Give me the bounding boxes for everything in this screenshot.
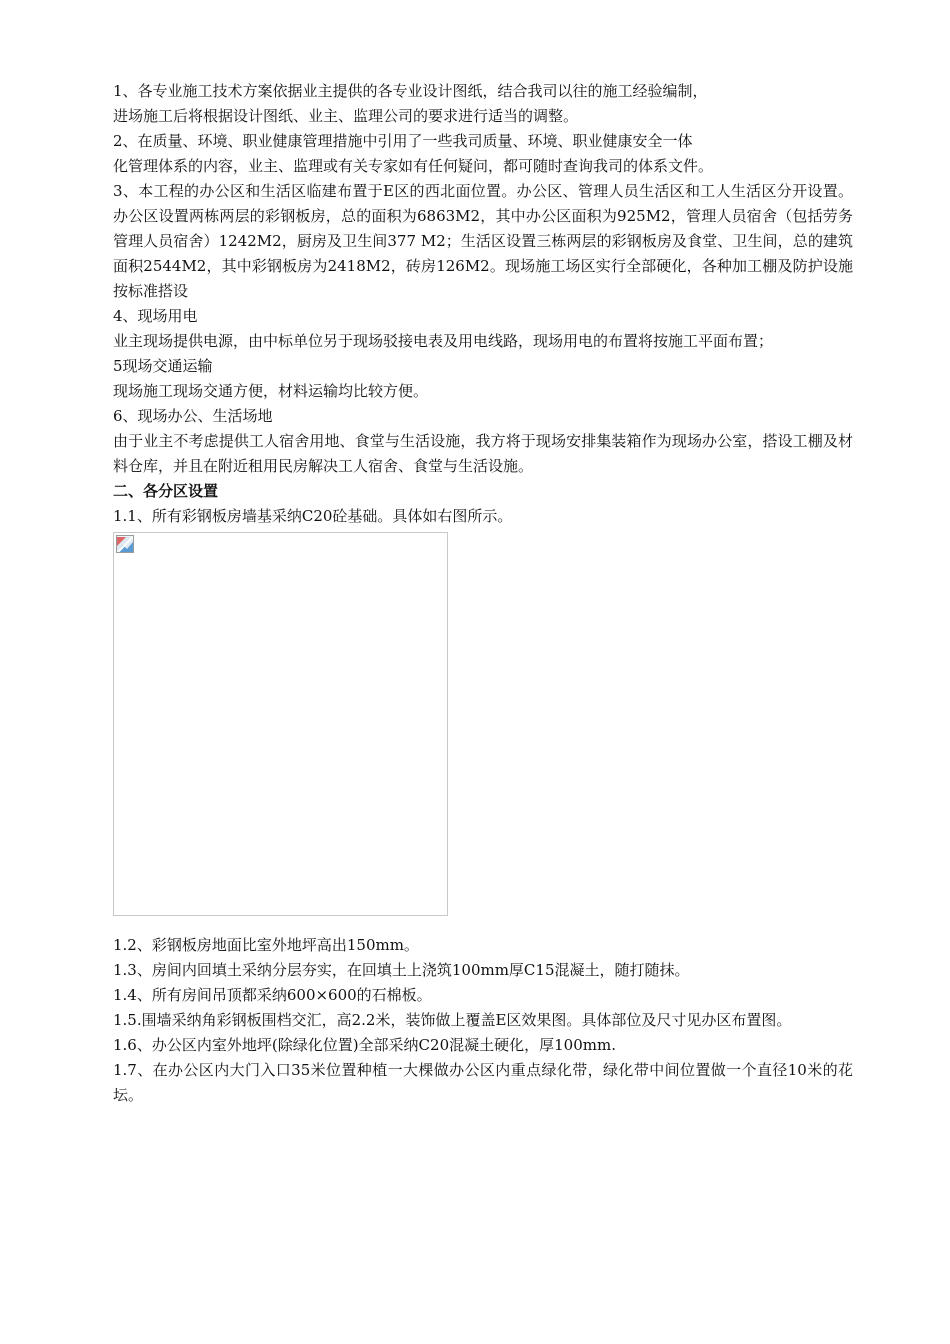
document-body <box>113 79 853 1108</box>
paragraph-5-heading: 5现场交通运输 <box>113 357 213 375</box>
paragraph-2a: 2、在质量、环境、职业健康管理措施中引用了一些我司质量、环境、职业健康安全一体 <box>113 132 693 150</box>
paragraph-4-heading: 4、现场用电 <box>113 307 198 325</box>
item-1-3: 1.3、房间内回填土采纳分层夯实，在回填土上浇筑100mm厚C15混凝土，随打随抹。 <box>113 961 690 979</box>
broken-image-icon <box>116 535 134 553</box>
paragraph-2b: 化管理体系的内容，业主、监理或有关专家如有任何疑问，都可随时查询我司的体系文件。 <box>113 157 714 175</box>
item-1-7: 1.7、在办公区内大门入口35米位置种植一大棵做办公区内重点绿化带，绿化带中间位置做一个直径10米的花坛。 <box>113 1061 853 1104</box>
item-1-2: 1.2、彩钢板房地面比室外地坪高出150mm。 <box>113 936 419 954</box>
item-1-1: 1.1、所有彩钢板房墙基采纳C20砼基础。具体如右图所示。 <box>113 507 513 525</box>
item-1-6: 1.6、办公区内室外地坪(除绿化位置)全部采纳C20混凝土硬化，厚100mm. <box>113 1036 616 1054</box>
paragraph-5-body: 现场施工现场交通方便，材料运输均比较方便。 <box>113 382 429 400</box>
figure-placeholder <box>113 532 448 916</box>
paragraph-1a: 1、各专业施工技术方案依据业主提供的各专业设计图纸，结合我司以往的施工经验编制， <box>113 82 708 100</box>
item-1-5: 1.5.围墙采纳角彩钢板围档交汇，高2.2米，装饰做上覆盖E区效果图。具体部位及尺寸见办区布置图。 <box>113 1011 792 1029</box>
paragraph-4-body: 业主现场提供电源，由中标单位另于现场驳接电表及用电线路，现场用电的布置将按施工平面布置； <box>113 332 774 350</box>
paragraph-3: 3、本工程的办公区和生活区临建布置于E区的西北面位置。办公区、管理人员生活区和工人生活区分开设置。办公区设置两栋两层的彩钢板房，总的面积为6863M2，其中办公区面积为925M2，管理人员宿舍（包括劳务管理人员宿舍）1242M2，厨房及卫生间377 M2；生活区设置三栋两层的彩钢板房及食堂、卫生间，总的建筑面积2544M2，其中彩钢板房为2418M2，砖房126M2。现场施工场区实行全部硬化，各种加工棚及防护设施按标准搭设 <box>113 182 853 300</box>
item-1-4: 1.4、所有房间吊顶都采纳600×600的石棉板。 <box>113 986 432 1004</box>
section-heading: 二、各分区设置 <box>113 482 219 500</box>
paragraph-1b: 进场施工后将根据设计图纸、业主、监理公司的要求进行适当的调整。 <box>113 107 579 125</box>
paragraph-6-body: 由于业主不考虑提供工人宿舍用地、食堂与生活设施，我方将于现场安排集装箱作为现场办公室，搭设工棚及材料仓库，并且在附近租用民房解决工人宿舍、食堂与生活设施。 <box>113 432 853 475</box>
paragraph-6-heading: 6、现场办公、生活场地 <box>113 407 273 425</box>
